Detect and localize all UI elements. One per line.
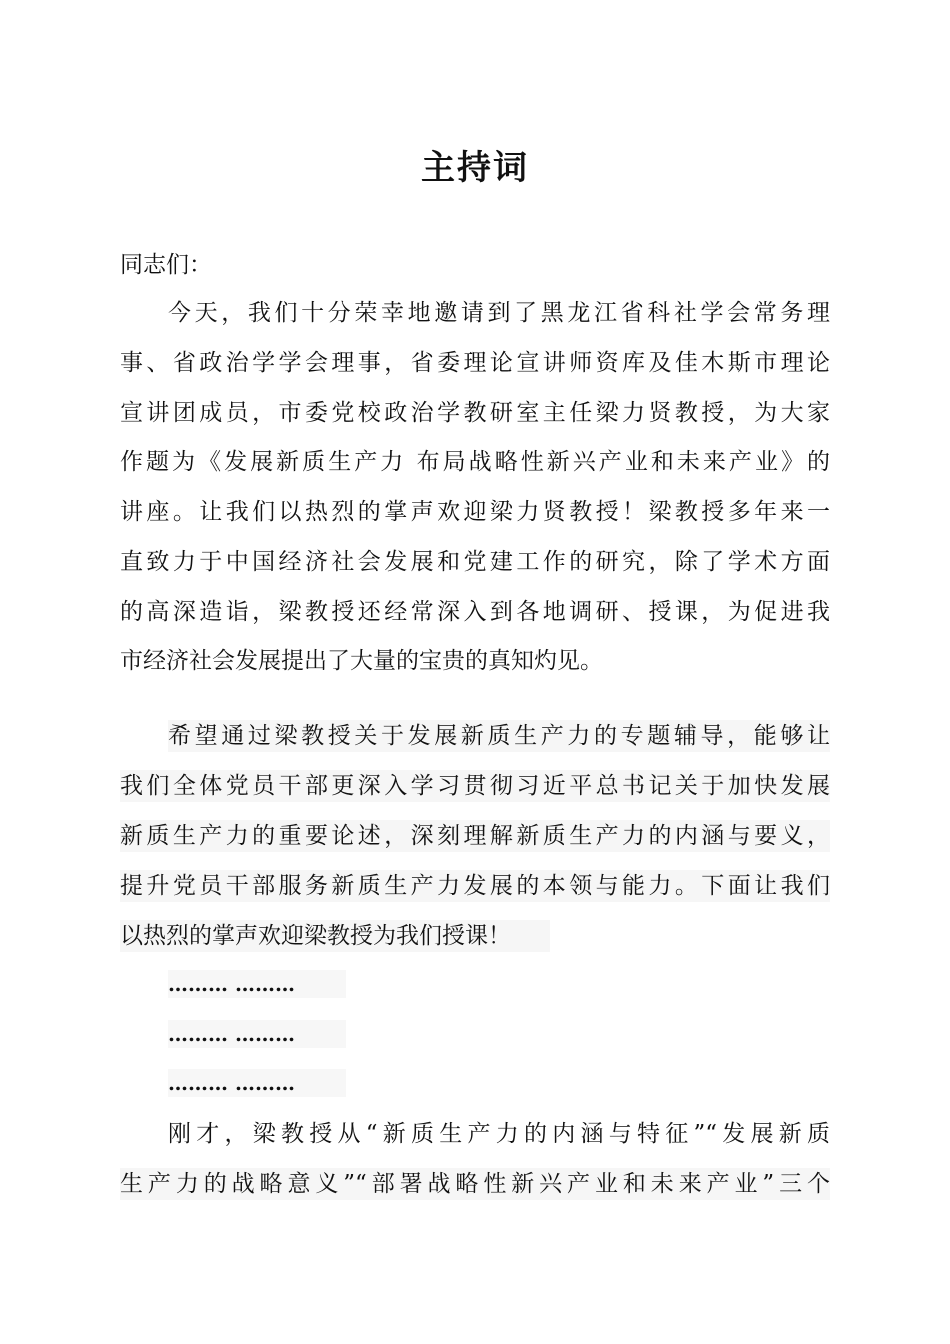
paragraph1-line: 直致力于中国经济社会发展和党建工作的研究，除了学术方面 [120,549,830,575]
paragraph1-line: 市经济社会发展提出了大量的宝贵的真知灼见。 [120,648,603,674]
paragraph1-line: 作题为《发展新质生产力 布局战略性新兴产业和未来产业》的 [120,449,830,475]
paragraph1-line: 宣讲团成员，市委党校政治学教研室主任梁力贤教授，为大家 [120,400,830,426]
page-title: 主持词 [421,148,529,188]
greeting: 同志们： [120,252,212,278]
ellipsis-line: ……… ……… [168,1020,346,1048]
ellipsis-line: ……… ……… [168,1069,346,1097]
paragraph3-line: 刚才，梁教授从“新质生产力的内涵与特征”“发展新质 [168,1121,830,1147]
paragraph1-line: 的高深造诣，梁教授还经常深入到各地调研、授课，为促进我 [120,599,830,625]
paragraph1-line: 今天，我们十分荣幸地邀请到了黑龙江省科社学会常务理 [168,300,830,326]
paragraph2-line: 提升党员干部服务新质生产力发展的本领与能力。下面让我们 [120,870,830,902]
paragraph3-line: 生产力的战略意义”“部署战略性新兴产业和未来产业”三个 [120,1168,830,1200]
paragraph2-line: 我们全体党员干部更深入学习贯彻习近平总书记关于加快发展 [120,770,830,802]
ellipsis-line: ……… ……… [168,970,346,998]
paragraph2-line: 新质生产力的重要论述，深刻理解新质生产力的内涵与要义， [120,820,830,852]
paragraph2-line: 以热烈的掌声欢迎梁教授为我们授课！ [120,920,550,952]
paragraph1-line: 事、省政治学学会理事，省委理论宣讲师资库及佳木斯市理论 [120,350,830,376]
paragraph1-line: 讲座。让我们以热烈的掌声欢迎梁力贤教授！梁教授多年来一 [120,499,830,525]
paragraph2-line: 希望通过梁教授关于发展新质生产力的专题辅导，能够让 [168,720,830,752]
